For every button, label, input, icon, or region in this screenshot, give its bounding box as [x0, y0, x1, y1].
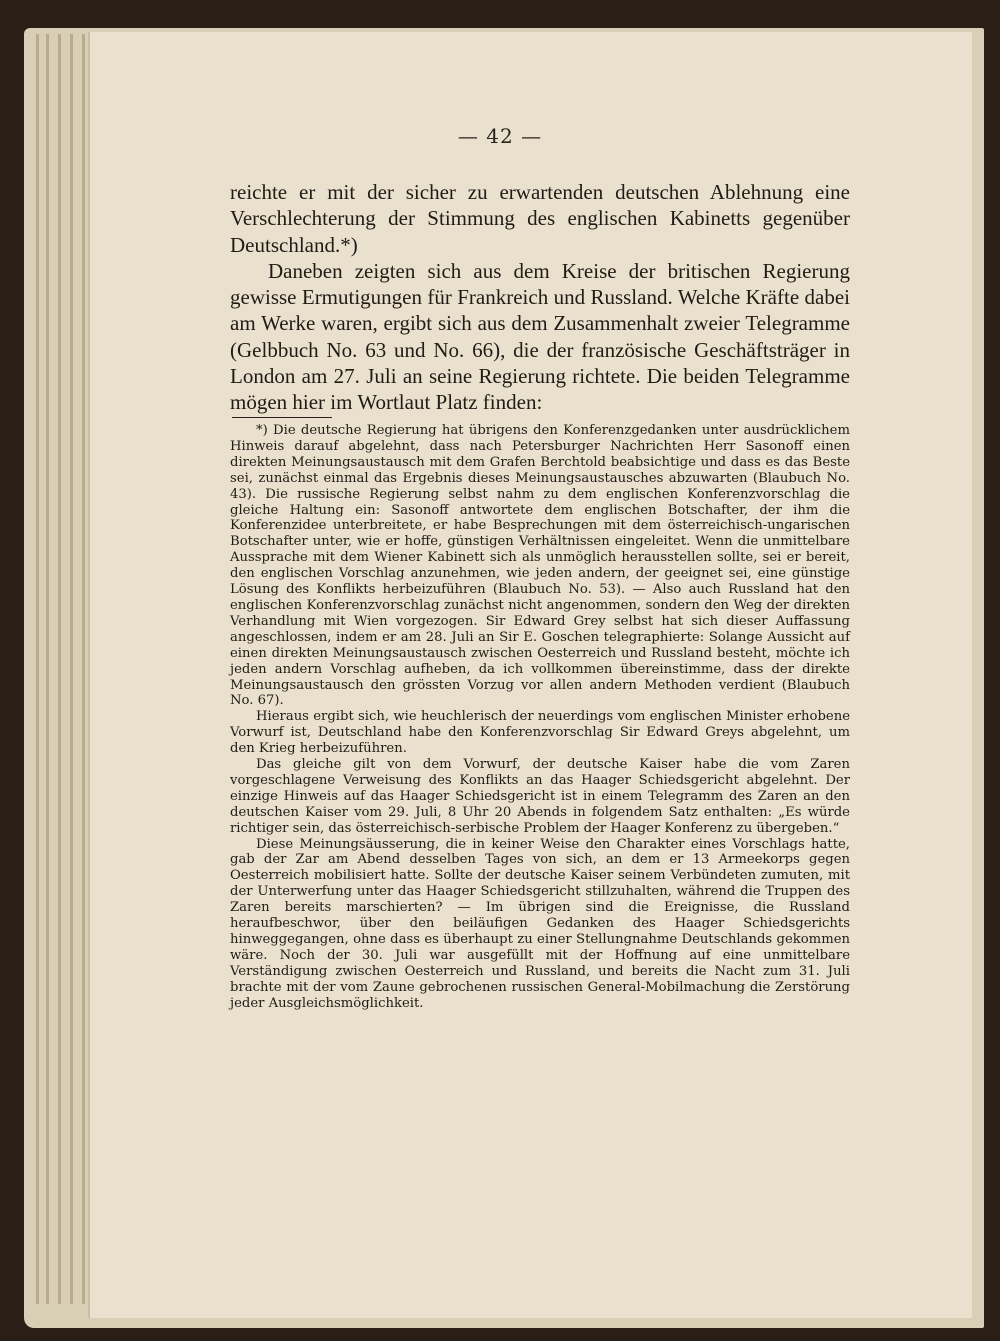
page-edge — [82, 34, 85, 1304]
main-paragraph: Daneben zeigten sich aus dem Kreise der britischen Regierung gewisse Ermutigungen für Frankreich und Russland. Welche Kräfte dabei am Werke waren, ergibt sich aus dem Zusammenhalt zweier Telegramme (Gelbbuch No. 63 und No. 66), die der französische Geschäftsträger in London am 27. Juli an seine Regierung richtete. Die beiden Telegramme mögen hier im Wortlaut Platz finden: — [230, 258, 850, 415]
footnote — [230, 423, 850, 1012]
main-paragraph: reichte er mit der sicher zu erwartenden deutschen Ablehnung eine Verschlechterung der Stimmung des englischen Kabinetts gegenüber Deutschland.*) — [230, 180, 850, 257]
page-number: — 42 — — [457, 124, 543, 148]
footnote-paragraph: Das gleiche gilt von dem Vorwurf, der deutsche Kaiser habe die vom Zaren vorgeschlagene Verweisung des Konflikts an das Haager Schiedsgericht abgelehnt. Der einzige Hinweis auf das Haager Schiedsgericht ist in einem Telegramm des Zaren an den deutschen Kaiser vom 29. Juli, 8 Uhr 20 Abends in folgendem Satz enthalten: „Es würde richtiger sein, das österreichisch-serbische Problem der Haager Konferenz zu übergeben.“ — [230, 757, 850, 836]
page-edge — [36, 34, 39, 1304]
footnote-divider — [232, 417, 332, 418]
page-edge — [46, 34, 49, 1304]
page-edge — [58, 34, 61, 1304]
main-text — [230, 179, 850, 416]
footnote-paragraph: *) Die deutsche Regierung hat übrigens den Konferenzgedanken unter ausdrücklichem Hinweis darauf abgelehnt, dass nach Petersburger Nachrichten Herr Sasonoff einen direkten Meinungsaustausch mit dem Grafen Berchtold beabsichtige und dass es das Beste sei, zunächst einmal das Ergebnis dieses Meinungsaustausches abzuwarten (Blaubuch No. 43). Die russische Regierung selbst nahm zu dem englischen Konferenzvorschlag die gleiche Haltung ein: Sasonoff antwortete dem englischen Botschafter, der ihm die Konferenzidee unterbreitete, er habe Besprechungen mit dem österreichisch-ungarischen Botschafter unter, wie er hoffe, günstigen Verhältnissen eingeleitet. Wenn die unmittelbare Aussprache mit dem Wiener Kabinett sich als unmöglich herausstellen sollte, sei er bereit, den englischen Vorschlag anzunehmen, wie jeden andern, der geeignet sei, eine günstige Lösung des Konflikts herbeizuführen (Blaubuch No. 53). — Also auch Russland hat den englischen Konferenzvorschlag zunächst nicht angenommen, sondern den Weg der direkten Verhandlung mit Wien vorgezogen. Sir Edward Grey selbst hat sich dieser Auffassung angeschlossen, indem er am 28. Juli an Sir E. Goschen telegraphierte: Solange Aussicht auf einen direkten Meinungsaustausch zwischen Oesterreich und Russland besteht, möchte ich jeden andern Vorschlag aufheben, da ich vollkommen übereinstimme, dass der direkte Meinungsaustausch den grössten Vorzug vor allen andern Methoden verdient (Blaubuch No. 67). — [230, 423, 850, 709]
page-edge — [70, 34, 73, 1304]
footnote-paragraph: Diese Meinungsäusserung, die in keiner Weise den Charakter eines Vorschlags hatte, gab der Zar am Abend desselben Tages von sich, an dem er 13 Armeekorps gegen Oesterreich mobilisiert hatte. Sollte der deutsche Kaiser seinem Verbündeten zumuten, mit der Unterwerfung unter das Haager Schiedsgericht stillzuhalten, während die Truppen des Zaren bereits marschierten? — Im übrigen sind die Ereignisse, die Russland heraufbeschwor, über den beiläufigen Gedanken des Haager Schiedsgerichts hinweggegangen, ohne dass es überhaupt zu einer Stellungnahme Deutschlands gekommen wäre. Noch der 30. Juli war ausgefüllt mit der Hoffnung auf eine unmittelbare Verständigung zwischen Oesterreich und Russland, und bereits die Nacht zum 31. Juli brachte mit der vom Zaune gebrochenen russischen General-Mobilmachung die Zerstörung jeder Ausgleichsmöglichkeit. — [230, 836, 850, 1011]
footnote-paragraph: Hieraus ergibt sich, wie heuchlerisch der neuerdings vom englischen Minister erhobene Vorwurf ist, Deutschland habe den Konferenzvorschlag Sir Edward Greys abgelehnt, um den Krieg herbeizuführen. — [230, 709, 850, 757]
